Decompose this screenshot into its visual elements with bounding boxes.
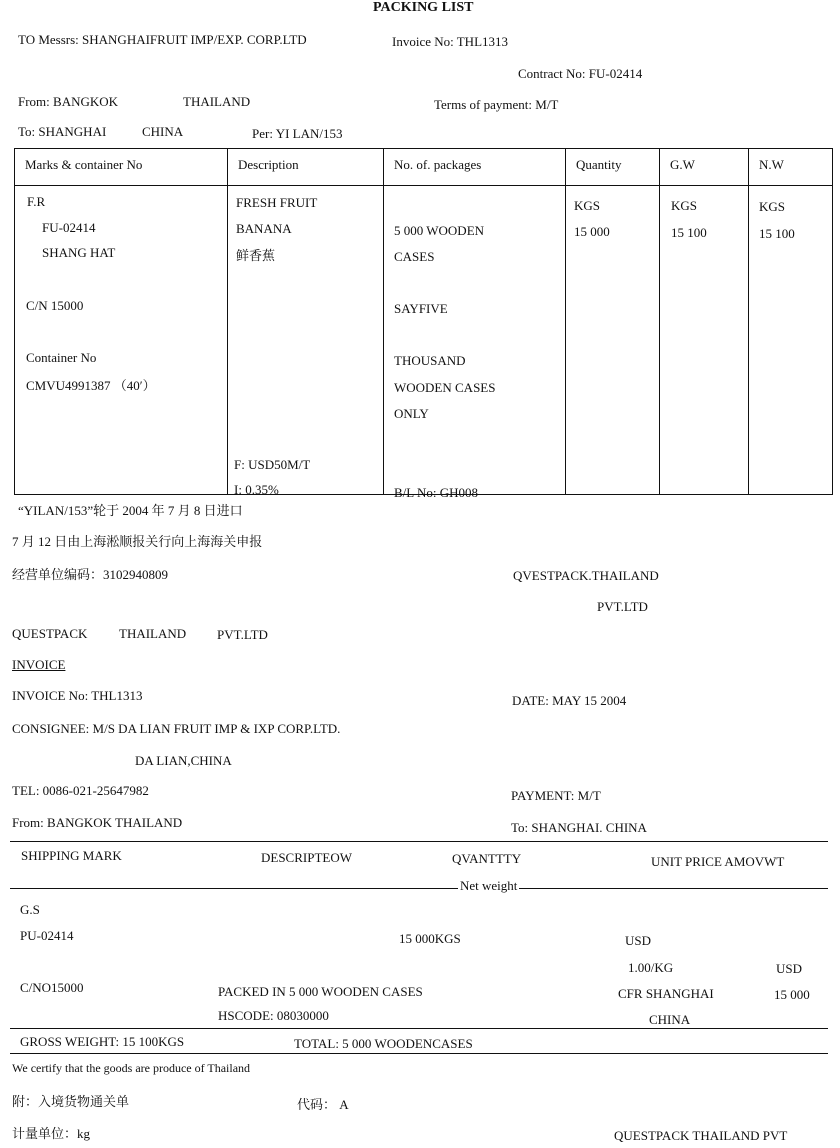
invoice-company-country: THAILAND bbox=[119, 626, 187, 641]
to-city: To: SHANGHAI bbox=[18, 124, 107, 139]
hs-code: HSCODE: 08030000 bbox=[218, 1008, 329, 1023]
to-messrs: TO Messrs: SHANGHAIFRUIT IMP/EXP. CORP.LTD bbox=[18, 32, 307, 47]
origin-certification: We certify that the goods are produce of Thailand bbox=[12, 1061, 251, 1075]
invoice-number-2: INVOICE No: THL1313 bbox=[12, 688, 143, 703]
terms-of-payment: Terms of payment: M/T bbox=[434, 97, 559, 112]
page-title: PACKING LIST bbox=[373, 0, 474, 15]
invoice-number: Invoice No: THL1313 bbox=[392, 34, 509, 49]
mark-line: CMVU4991387 （40′） bbox=[26, 378, 156, 393]
column-header-description-2: DESCRIPTEOW bbox=[261, 850, 352, 865]
unit-price: 1.00/KG bbox=[628, 960, 674, 975]
declaration-note: 7 月 12 日由上海淞顺报关行向上海海关申报 bbox=[12, 534, 263, 549]
invoice-company-name: QUESTPACK bbox=[12, 626, 88, 641]
quantity-value: 15 000 bbox=[574, 224, 610, 239]
divider bbox=[10, 1053, 828, 1054]
total-packages: TOTAL: 5 000 WOODENCASES bbox=[294, 1036, 473, 1051]
invoice-date: DATE: MAY 15 2004 bbox=[512, 693, 627, 708]
description-line: BANANA bbox=[236, 221, 292, 236]
description-line: I: 0.35% bbox=[234, 482, 279, 497]
description-line: F: USD50M/T bbox=[234, 457, 311, 472]
to-country: CHINA bbox=[142, 124, 184, 139]
consignee: CONSIGNEE: M/S DA LIAN FRUIT IMP & IXP CORP.LTD. bbox=[12, 721, 341, 736]
price-terms-country: CHINA bbox=[649, 1012, 691, 1027]
invoice-quantity: 15 000KGS bbox=[399, 931, 461, 946]
invoice-from: From: BANGKOK THAILAND bbox=[12, 815, 183, 830]
contract-number: Contract No: FU-02414 bbox=[518, 66, 643, 81]
import-note: “YILAN/153”轮于 2004 年 7 月 8 日进口 bbox=[18, 503, 243, 518]
gross-weight-cell bbox=[660, 186, 749, 495]
telephone: TEL: 0086-021-25647982 bbox=[12, 783, 149, 798]
packing-description: PACKED IN 5 000 WOODEN CASES bbox=[218, 984, 423, 999]
description-line: 鲜香蕉 bbox=[236, 248, 276, 263]
signatory-company: QVESTPACK.THAILAND bbox=[513, 568, 659, 583]
attachment-note: 附：入境货物通关单 bbox=[12, 1094, 130, 1109]
mark-line: Container No bbox=[26, 350, 97, 365]
bill-of-lading: B/L No: GH008 bbox=[394, 485, 479, 500]
unit-note: 计量单位：kg bbox=[12, 1126, 91, 1141]
footer-signature: QUESTPACK THAILAND PVT bbox=[614, 1128, 788, 1143]
packages-line: WOODEN CASES bbox=[394, 380, 496, 395]
from-country: THAILAND bbox=[183, 94, 251, 109]
nw-value: 15 100 bbox=[759, 226, 795, 241]
shipping-mark-line: PU-02414 bbox=[20, 928, 74, 943]
description-line: FRESH FRUIT bbox=[236, 195, 318, 210]
currency-label: USD bbox=[625, 933, 652, 948]
packages-line: CASES bbox=[394, 249, 435, 264]
column-header-nw: N.W bbox=[749, 149, 833, 186]
gw-value: 15 100 bbox=[671, 225, 707, 240]
mark-line: FU-02414 bbox=[42, 220, 96, 235]
column-header-shipping-mark: SHIPPING MARK bbox=[21, 848, 122, 863]
vessel: Per: YI LAN/153 bbox=[252, 126, 343, 141]
column-header-unit-price-amount: UNIT PRICE AMOVWT bbox=[651, 854, 785, 869]
marks-cell bbox=[15, 186, 228, 495]
column-header-quantity-2: QVANTTTY bbox=[452, 851, 522, 866]
amount: 15 000 bbox=[774, 987, 810, 1002]
packages-line: ONLY bbox=[394, 406, 429, 421]
mark-line: C/N 15000 bbox=[26, 298, 84, 313]
mark-line: SHANG HAT bbox=[42, 245, 116, 260]
description-cell bbox=[228, 186, 384, 495]
divider bbox=[10, 1028, 828, 1029]
packing-table bbox=[14, 148, 833, 500]
nw-unit: KGS bbox=[759, 199, 786, 214]
shipping-mark-line: C/NO15000 bbox=[20, 980, 84, 995]
packages-line: THOUSAND bbox=[394, 353, 466, 368]
mark-line: F.R bbox=[27, 194, 46, 209]
column-header-quantity: Quantity bbox=[566, 149, 660, 186]
divider bbox=[10, 888, 828, 889]
invoice-company-suffix: PVT.LTD bbox=[217, 627, 268, 642]
price-terms: CFR SHANGHAI bbox=[618, 986, 714, 1001]
from-city: From: BANGKOK bbox=[18, 94, 119, 109]
signatory-suffix: PVT.LTD bbox=[597, 599, 648, 614]
shipping-mark-line: G.S bbox=[20, 902, 40, 917]
invoice-to: To: SHANGHAI. CHINA bbox=[511, 820, 647, 835]
column-header-marks: Marks & container No bbox=[15, 149, 228, 186]
gw-unit: KGS bbox=[671, 198, 698, 213]
code-note: 代码： A bbox=[297, 1097, 349, 1112]
column-header-description: Description bbox=[228, 149, 384, 186]
packages-line: SAYFIVE bbox=[394, 301, 448, 316]
gross-weight: GROSS WEIGHT: 15 100KGS bbox=[20, 1034, 185, 1049]
net-weight-cell bbox=[749, 186, 833, 495]
currency-label: USD bbox=[776, 961, 803, 976]
invoice-title: INVOICE bbox=[12, 657, 66, 672]
column-header-gw: G.W bbox=[660, 149, 749, 186]
operator-code: 经营单位编码：3102940809 bbox=[12, 567, 169, 582]
divider bbox=[10, 841, 828, 842]
payment: PAYMENT: M/T bbox=[511, 788, 601, 803]
net-weight-label: Net weight bbox=[460, 878, 518, 893]
consignee-city: DA LIAN,CHINA bbox=[135, 753, 232, 768]
column-header-packages: No. of. packages bbox=[384, 149, 566, 186]
quantity-cell bbox=[566, 186, 660, 495]
quantity-unit: KGS bbox=[574, 198, 601, 213]
packages-line: 5 000 WOODEN bbox=[394, 223, 485, 238]
packages-cell bbox=[384, 186, 566, 500]
